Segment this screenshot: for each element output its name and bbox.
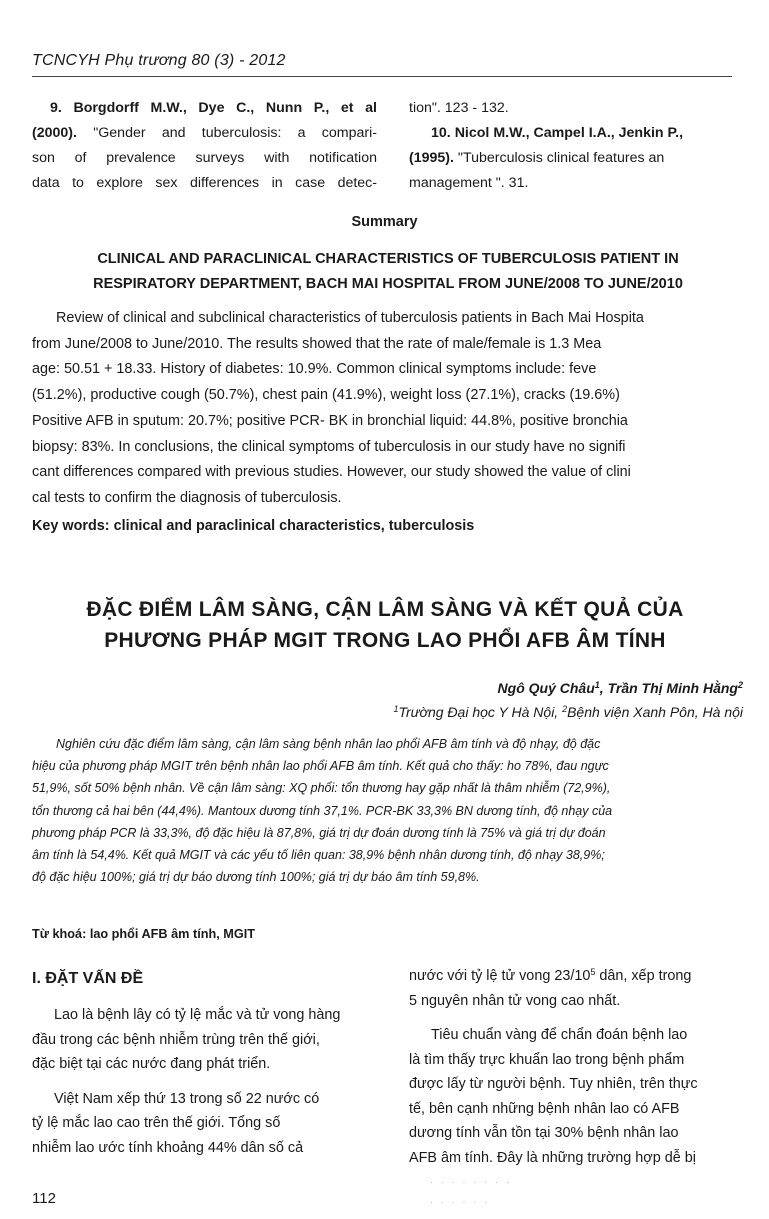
exponent: 5: [590, 967, 596, 977]
english-title-line1: CLINICAL AND PARACLINICAL CHARACTERISTICS OF TUBERCULOSIS PATIENT IN: [97, 251, 679, 267]
vn-abstract-line: Nghiên cứu đặc điểm lâm sàng, cận lâm sàng bệnh nhân lao phổi AFB âm tính và độ nhạy, độ đặc: [56, 737, 601, 751]
ref10-line1: [409, 121, 745, 146]
affil-1: Trường Đại học Y Hà Nội,: [398, 704, 563, 720]
ref9-authors: Borgdorff M.W., Dye C., Nunn P., et al: [73, 100, 377, 116]
reference-9: [32, 96, 377, 196]
ref9-line2: [32, 121, 377, 146]
ref10-year: (1995).: [409, 150, 454, 166]
body-paragraph: [409, 960, 745, 1013]
body-line-text: dân, xếp trong: [595, 968, 692, 984]
body-line: 5 nguyên nhân tử vong cao nhất.: [409, 992, 621, 1009]
ref9-number: 9.: [50, 100, 62, 116]
ref10-line2: [409, 146, 745, 171]
author-2: Trần Thị Minh Hằng: [607, 680, 738, 696]
reference-10: [409, 96, 745, 196]
body-paragraph: [32, 1087, 375, 1161]
scan-artifact: · · · · · · · · · · · · · ·: [430, 1178, 512, 1207]
ref9-line4: data to explore sex differences in case detec-: [32, 175, 377, 191]
en-abstract-line: Positive AFB in sputum: 20.7%; positive PCR- BK in bronchial liquid: 44.8%, positive bronchia: [32, 412, 628, 429]
body-line: Việt Nam xếp thứ 13 trong số 22 nước có: [54, 1090, 320, 1107]
en-abstract-line: biopsy: 83%. In conclusions, the clinical symptoms of tuberculosis in our study have no signifi: [32, 438, 626, 455]
vn-abstract-line: độ đặc hiệu 100%; giá trị dự báo dương tính 100%; giá trị dự báo âm tính 59,8%.: [32, 870, 480, 885]
body-line: Lao là bệnh lây có tỷ lệ mắc và tử vong hàng: [54, 1007, 341, 1023]
body-column-right: [409, 960, 745, 1180]
author-1-sup: 1: [594, 680, 600, 690]
author-1: Ngô Quý Châu: [497, 680, 595, 696]
vietnamese-abstract: [32, 733, 746, 888]
body-line-text: nước với tỷ lệ tử vong 23/10: [409, 968, 591, 984]
vn-abstract-line: phương pháp PCR là 33,3%, độ đặc hiệu là 87,8%, giá trị dự đoán dương tính là 75% và giá trị dự đoán: [32, 825, 606, 840]
en-abstract-line: cant differences compared with previous studies. However, our study showed the value of clini: [32, 464, 631, 481]
en-abstract-line: age: 50.51 + 18.33. History of diabetes: 10.9%. Common clinical symptoms include: feve: [32, 361, 597, 378]
body-paragraph: [32, 1003, 375, 1077]
en-abstract-line: (51.2%), productive cough (50.7%), chest pain (41.9%), weight loss (27.1%), cracks (19.6%): [32, 387, 620, 404]
ref9-line3: son of prevalence surveys with notification: [32, 150, 377, 166]
ref9-continuation: tion". 123 - 132.: [409, 100, 509, 116]
body-line: tỷ lệ mắc lao cao trên thế giới. Tổng số: [32, 1115, 281, 1131]
ref10-authors: Nicol M.W., Campel I.A., Jenkin P.,: [454, 125, 684, 141]
english-title: [28, 247, 748, 297]
body-line: đặc biệt tại các nước đang phát triển.: [32, 1056, 271, 1072]
body-line: đầu trong các bệnh nhiễm trùng trên thế giới,: [32, 1031, 320, 1048]
page-number: 112: [32, 1190, 56, 1207]
english-abstract: [32, 306, 746, 512]
article-title-line2: PHƯƠNG PHÁP MGIT TRONG LAO PHỔI AFB ÂM TÍNH: [104, 629, 666, 652]
authors: Ngô Quý Châu$^1$, Trần Thị Minh Hằng$^2$: [497, 680, 743, 696]
body-line: nhiễm lao ước tính khoảng 44% dân số cả: [32, 1139, 304, 1156]
body-paragraph: [409, 1023, 745, 1170]
ref9-year: (2000).: [32, 125, 77, 141]
vietnamese-keywords: Từ khoá: lao phổi AFB âm tính, MGIT: [32, 927, 255, 941]
affil-2: Bệnh viện Xanh Pôn, Hà nội: [567, 704, 743, 720]
body-line: Tiêu chuẩn vàng để chẩn đoán bệnh lao: [431, 1027, 688, 1043]
en-abstract-line: cal tests to confirm the diagnosis of tuberculosis.: [32, 489, 342, 506]
body-line: AFB âm tính. Đây là những trường hợp dễ bị: [409, 1149, 696, 1166]
ref9-line1: [32, 96, 377, 121]
journal-header: TCNCYH Phụ trương 80 (3) - 2012: [32, 52, 286, 69]
body-line: [409, 960, 745, 989]
section-heading: I. ĐẶT VẤN ĐỀ: [32, 970, 144, 987]
en-abstract-line: from June/2008 to June/2010. The results showed that the rate of male/female is 1.3 Mea: [32, 335, 602, 352]
affiliations: [393, 704, 743, 720]
ref9-title-start: "Gender and tuberculosis: a compari-: [93, 125, 377, 141]
affil-2-sup: 2: [562, 704, 568, 714]
body-line: được lấy từ người bệnh. Tuy nhiên, trên thực: [409, 1076, 698, 1092]
ref10-line3: management ". 31.: [409, 175, 529, 191]
body-line: dương tính vẫn tồn tại 30% bệnh nhân lao: [409, 1125, 679, 1141]
en-abstract-line: Review of clinical and subclinical characteristics of tuberculosis patients in Bach Mai Hospita: [56, 310, 644, 326]
body-column-left: [32, 1003, 375, 1170]
english-keywords: Key words: clinical and paraclinical characteristics, tuberculosis: [32, 518, 475, 534]
article-title-line1: ĐẶC ĐIỂM LÂM SÀNG, CẬN LÂM SÀNG VÀ KẾT QUẢ CỦA: [86, 598, 684, 621]
ref10-number: 10.: [431, 125, 451, 141]
body-line: là tìm thấy trực khuẩn lao trong bệnh phẩm: [409, 1051, 685, 1068]
vn-abstract-line: hiệu của phương pháp MGIT trên bệnh nhân lao phổi AFB âm tính. Kết quả cho thấy: ho 78%, đau ngực: [32, 759, 609, 774]
english-title-line2: RESPIRATORY DEPARTMENT, BACH MAI HOSPITAL FROM JUNE/2008 TO JUNE/2010: [93, 276, 683, 292]
affil-1-sup: 1: [393, 704, 399, 714]
vn-abstract-line: tổn thương cả hai bên (44,4%). Mantoux dương tính 37,1%. PCR-BK 33,3% BN dương tính, độ nhạy của: [32, 803, 613, 818]
body-line: tế, bên cạnh những bệnh nhân lao có AFB: [409, 1100, 680, 1117]
header-rule: [32, 76, 732, 77]
article-title: [28, 594, 742, 656]
vn-abstract-line: âm tính là 54,4%. Kết quả MGIT và các yếu tố liên quan: 38,9% bệnh nhân dương tính, độ nhạy 38,9%;: [32, 848, 605, 863]
author-2-sup: 2: [737, 680, 743, 690]
ref10-title: "Tuberculosis clinical features an: [457, 150, 665, 166]
vn-abstract-line: 51,9%, sốt 50% bệnh nhân. Về cận lâm sàng: XQ phổi: tổn thương hay gặp nhất là thâm nhiễm (72,9%),: [32, 781, 611, 796]
summary-label: Summary: [351, 214, 418, 230]
